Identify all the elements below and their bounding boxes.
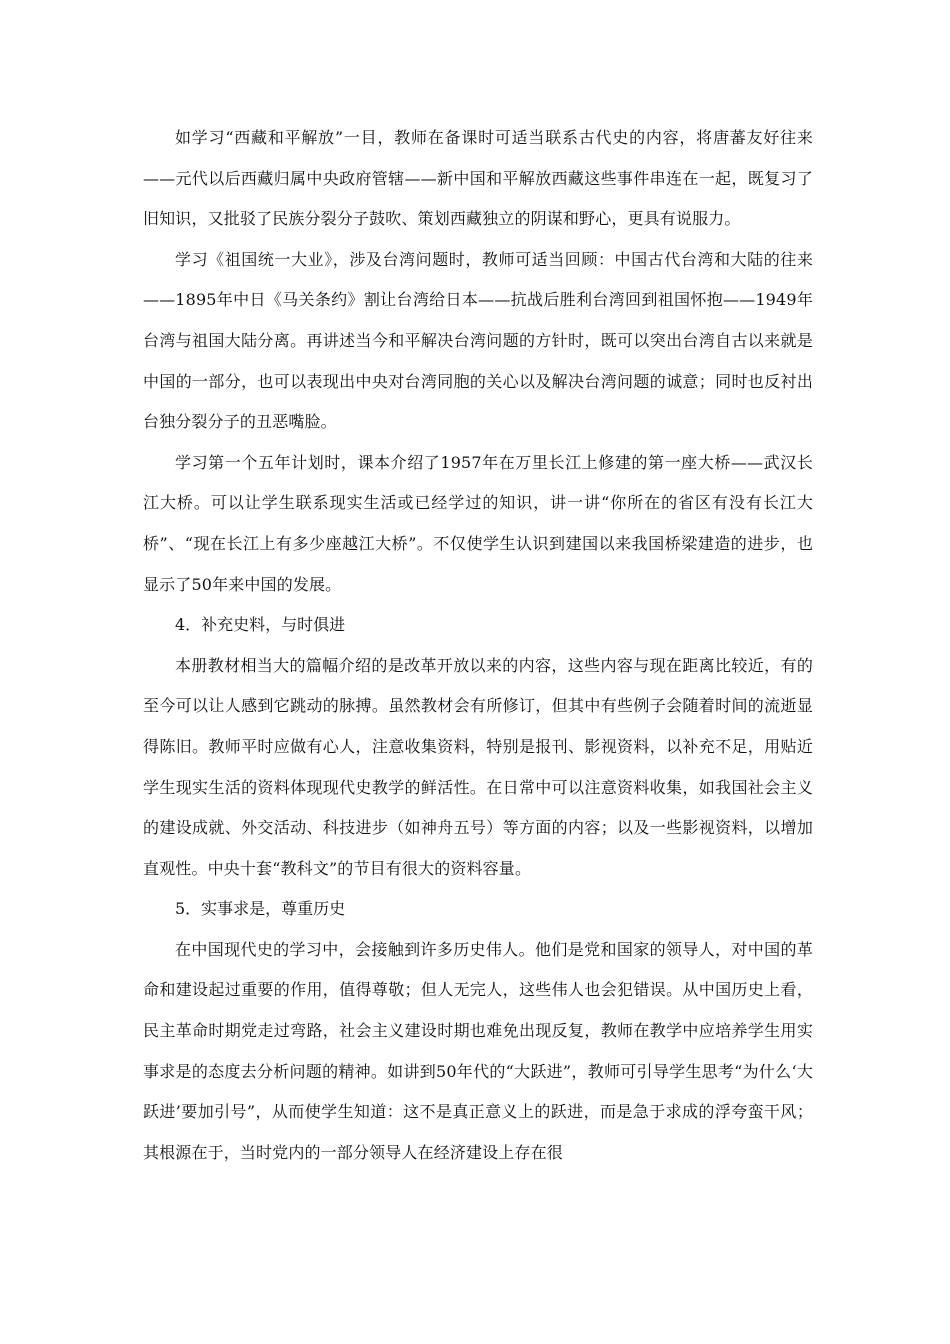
paragraph-taiwan: 学习《祖国统一大业》，涉及台湾问题时，教师可适当回顾：中国古代台湾和大陆的往来——1895年中日《马关条约》割让台湾给日本——抗战后胜利台湾回到祖国怀抱——1949年台湾与祖国大陆分离。再讲述当今和平解决台湾问题的方针时，既可以突出台湾自古以来就是中国的一部分，也可以表现出中央对台湾同胞的关心以及解决台湾问题的诚意；同时也反衬出台独分裂分子的丑恶嘴脸。 (143, 249, 813, 432)
paragraph-supplement-materials: 本册教材相当大的篇幅介绍的是改革开放以来的内容，这些内容与现在距离比较近，有的至今可以让人感到它跳动的脉搏。虽然教材会有所修订，但其中有些例子会随着时间的流逝显得陈旧。教师平时应做有心人，注意收集资料，特别是报刊、影视资料，以补充不足，用贴近学生现实生活的资料体现现代史教学的鲜活性。在日常中可以注意资料收集，如我国社会主义的建设成就、外交活动、科技进步（如神舟五号）等方面的内容；以及一些影视资料，以增加直观性。中央十套“教科文”的节目有很大的资料容量。 (143, 655, 813, 878)
section-heading-4: 4．补充史料，与时俱进 (175, 615, 346, 635)
document-body (143, 118, 813, 1173)
section-heading-5: 5．实事求是，尊重历史 (175, 899, 346, 919)
paragraph-respect-history: 在中国现代史的学习中，会接触到许多历史伟人。他们是党和国家的领导人，对中国的革命和建设起过重要的作用，值得尊敬；但人无完人，这些伟人也会犯错误。从中国历史上看，民主革命时期党走过弯路，社会主义建设时期也难免出现反复，教师在教学中应培养学生用实事求是的态度去分析问题的精神。如讲到50年代的“大跃进”，教师可引导学生思考“为什么‘大跃进’要加引号”，从而使学生知道：这不是真正意义上的跃进，而是急于求成的浮夸蛮干风；其根源在于，当时党内的一部分领导人在经济建设上存在很 (143, 939, 813, 1162)
paragraph-five-year-plan: 学习第一个五年计划时，课本介绍了1957年在万里长江上修建的第一座大桥——武汉长江大桥。可以让学生联系现实生活或已经学过的知识，讲一讲“你所在的省区有没有长江大桥”、“现在长江上有多少座越江大桥”。不仅使学生认识到建国以来我国桥梁建造的进步，也显示了50年来中国的发展。 (143, 452, 813, 594)
paragraph-tibet: 如学习“西藏和平解放”一目，教师在备课时可适当联系古代史的内容，将唐蕃友好往来——元代以后西藏归属中央政府管辖——新中国和平解放西藏这些事件串连在一起，既复习了旧知识，又批驳了民族分裂分子鼓吹、策划西藏独立的阴谋和野心，更具有说服力。 (143, 128, 813, 229)
